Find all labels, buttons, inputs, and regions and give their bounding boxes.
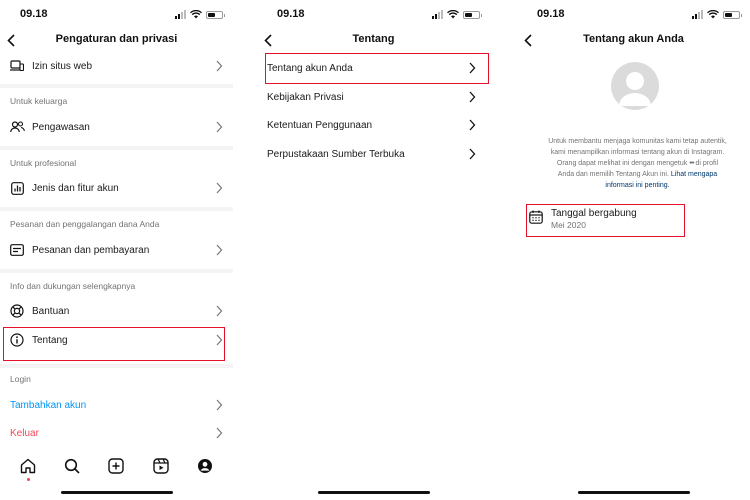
signal-icon <box>175 11 186 19</box>
section-label-pesanan: Pesanan dan penggalangan dana Anda <box>10 219 160 229</box>
status-time: 09.18 <box>277 8 305 20</box>
account-info-description: Untuk membantu menjaga komunitas kami tetap autentik, kami menampilkan informasi tentang akun di Instagram. Orang dapat melihat ini dengan mengetuk ••• di profil Anda dan memilih Tentang Akun ini. Lihat mengapa informasi ini penting. <box>548 138 727 189</box>
tab-create[interactable] <box>106 456 126 476</box>
chevron-right-icon <box>215 121 223 133</box>
search-icon <box>64 458 80 474</box>
chevron-right-icon <box>215 305 223 317</box>
menu-item-label: Tentang akun Anda <box>267 62 353 74</box>
section-label-profesional: Untuk profesional <box>10 158 77 168</box>
chevron-right-icon <box>468 62 476 74</box>
back-arrow-icon <box>264 34 272 47</box>
home-icon <box>20 458 36 474</box>
about-your-account-screen <box>517 0 750 500</box>
receipt-icon <box>9 242 25 258</box>
chevron-right-icon <box>215 60 223 72</box>
about-screen <box>257 0 490 500</box>
header <box>257 30 490 52</box>
page-title: Tentang <box>352 33 395 45</box>
menu-item-label: Ketentuan Penggunaan <box>267 119 373 131</box>
chevron-right-icon <box>215 427 223 439</box>
wifi-icon <box>447 10 459 19</box>
menu-item-label: Jenis dan fitur akun <box>32 182 119 194</box>
plus-icon <box>108 458 124 474</box>
back-button[interactable] <box>521 30 535 50</box>
people-icon <box>9 119 25 135</box>
divider <box>0 146 233 150</box>
menu-item-tentang[interactable] <box>0 326 233 354</box>
notification-dot <box>27 478 30 481</box>
chevron-right-icon <box>468 148 476 160</box>
menu-item-tentang-akun-anda[interactable] <box>257 54 490 82</box>
signal-icon <box>432 11 443 19</box>
bottom-tab-bar <box>0 452 233 480</box>
wifi-icon <box>707 10 719 19</box>
menu-item-label: Tambahkan akun <box>10 399 87 411</box>
date-joined-row <box>527 204 685 236</box>
menu-item-label: Pesanan dan pembayaran <box>32 244 150 256</box>
menu-item-izin-situs-web[interactable] <box>0 52 233 80</box>
back-arrow-icon <box>7 34 15 47</box>
status-icons <box>175 10 223 19</box>
info-icon <box>9 332 25 348</box>
tab-profile[interactable] <box>195 456 215 476</box>
chevron-right-icon <box>215 334 223 346</box>
divider <box>0 364 233 368</box>
battery-icon <box>463 11 480 19</box>
header <box>0 30 233 52</box>
page-title: Pengaturan dan privasi <box>55 33 178 45</box>
status-bar <box>517 0 750 28</box>
signal-icon <box>692 11 703 19</box>
back-button[interactable] <box>4 30 18 50</box>
divider <box>0 84 233 88</box>
more-options-icon: ••• <box>689 160 694 167</box>
profile-icon <box>197 458 213 474</box>
logout-link[interactable] <box>0 419 233 447</box>
battery-icon <box>723 11 740 19</box>
menu-item-perpustakaan-sumber-terbuka[interactable] <box>257 140 490 168</box>
battery-icon <box>206 11 223 19</box>
header <box>517 30 750 52</box>
tab-search[interactable] <box>62 456 82 476</box>
avatar <box>611 62 659 110</box>
menu-item-kebijakan-privasi[interactable] <box>257 83 490 111</box>
chevron-right-icon <box>215 182 223 194</box>
chevron-right-icon <box>215 399 223 411</box>
chevron-right-icon <box>215 244 223 256</box>
section-label-login: Login <box>10 374 31 384</box>
add-account-link[interactable] <box>0 391 233 419</box>
learn-why-link[interactable]: Lihat mengapa <box>670 171 718 178</box>
home-indicator <box>578 491 690 494</box>
date-joined-label: Tanggal bergabung <box>551 208 637 219</box>
divider <box>0 207 233 211</box>
learn-why-link-cont[interactable]: informasi ini penting. <box>605 182 670 189</box>
home-indicator <box>318 491 430 494</box>
status-icons <box>692 10 740 19</box>
section-label-keluarga: Untuk keluarga <box>10 96 68 106</box>
status-time: 09.18 <box>537 8 565 20</box>
lifebuoy-icon <box>9 303 25 319</box>
calendar-icon <box>529 210 543 224</box>
chevron-right-icon <box>468 91 476 103</box>
settings-privacy-screen <box>0 0 233 500</box>
menu-item-label: Bantuan <box>32 305 70 317</box>
chevron-right-icon <box>468 119 476 131</box>
menu-item-ketentuan-penggunaan[interactable] <box>257 111 490 139</box>
status-bar <box>0 0 233 28</box>
section-label-info: Info dan dukungan selengkapnya <box>10 281 136 291</box>
back-button[interactable] <box>261 30 275 50</box>
wifi-icon <box>190 10 202 19</box>
menu-item-pesanan-pembayaran[interactable] <box>0 236 233 264</box>
laptop-icon <box>9 58 25 74</box>
reels-icon <box>153 458 169 474</box>
back-arrow-icon <box>524 34 532 47</box>
tab-home[interactable] <box>18 456 38 476</box>
menu-item-label: Perpustakaan Sumber Terbuka <box>267 148 405 160</box>
divider <box>0 269 233 273</box>
menu-item-bantuan[interactable] <box>0 297 233 325</box>
tab-reels[interactable] <box>151 456 171 476</box>
menu-item-label: Pengawasan <box>32 121 90 133</box>
menu-item-label: Izin situs web <box>32 60 93 72</box>
menu-item-label: Kebijakan Privasi <box>267 91 344 103</box>
chart-icon <box>9 180 25 196</box>
menu-item-jenis-fitur-akun[interactable] <box>0 174 233 202</box>
status-bar <box>257 0 490 28</box>
home-indicator <box>61 491 173 494</box>
menu-item-label: Keluar <box>10 427 39 439</box>
status-time: 09.18 <box>20 8 48 20</box>
page-title: Tentang akun Anda <box>583 33 684 45</box>
status-icons <box>432 10 480 19</box>
menu-item-label: Tentang <box>32 334 68 346</box>
date-joined-value: Mei 2020 <box>551 220 586 230</box>
menu-item-pengawasan[interactable] <box>0 113 233 141</box>
